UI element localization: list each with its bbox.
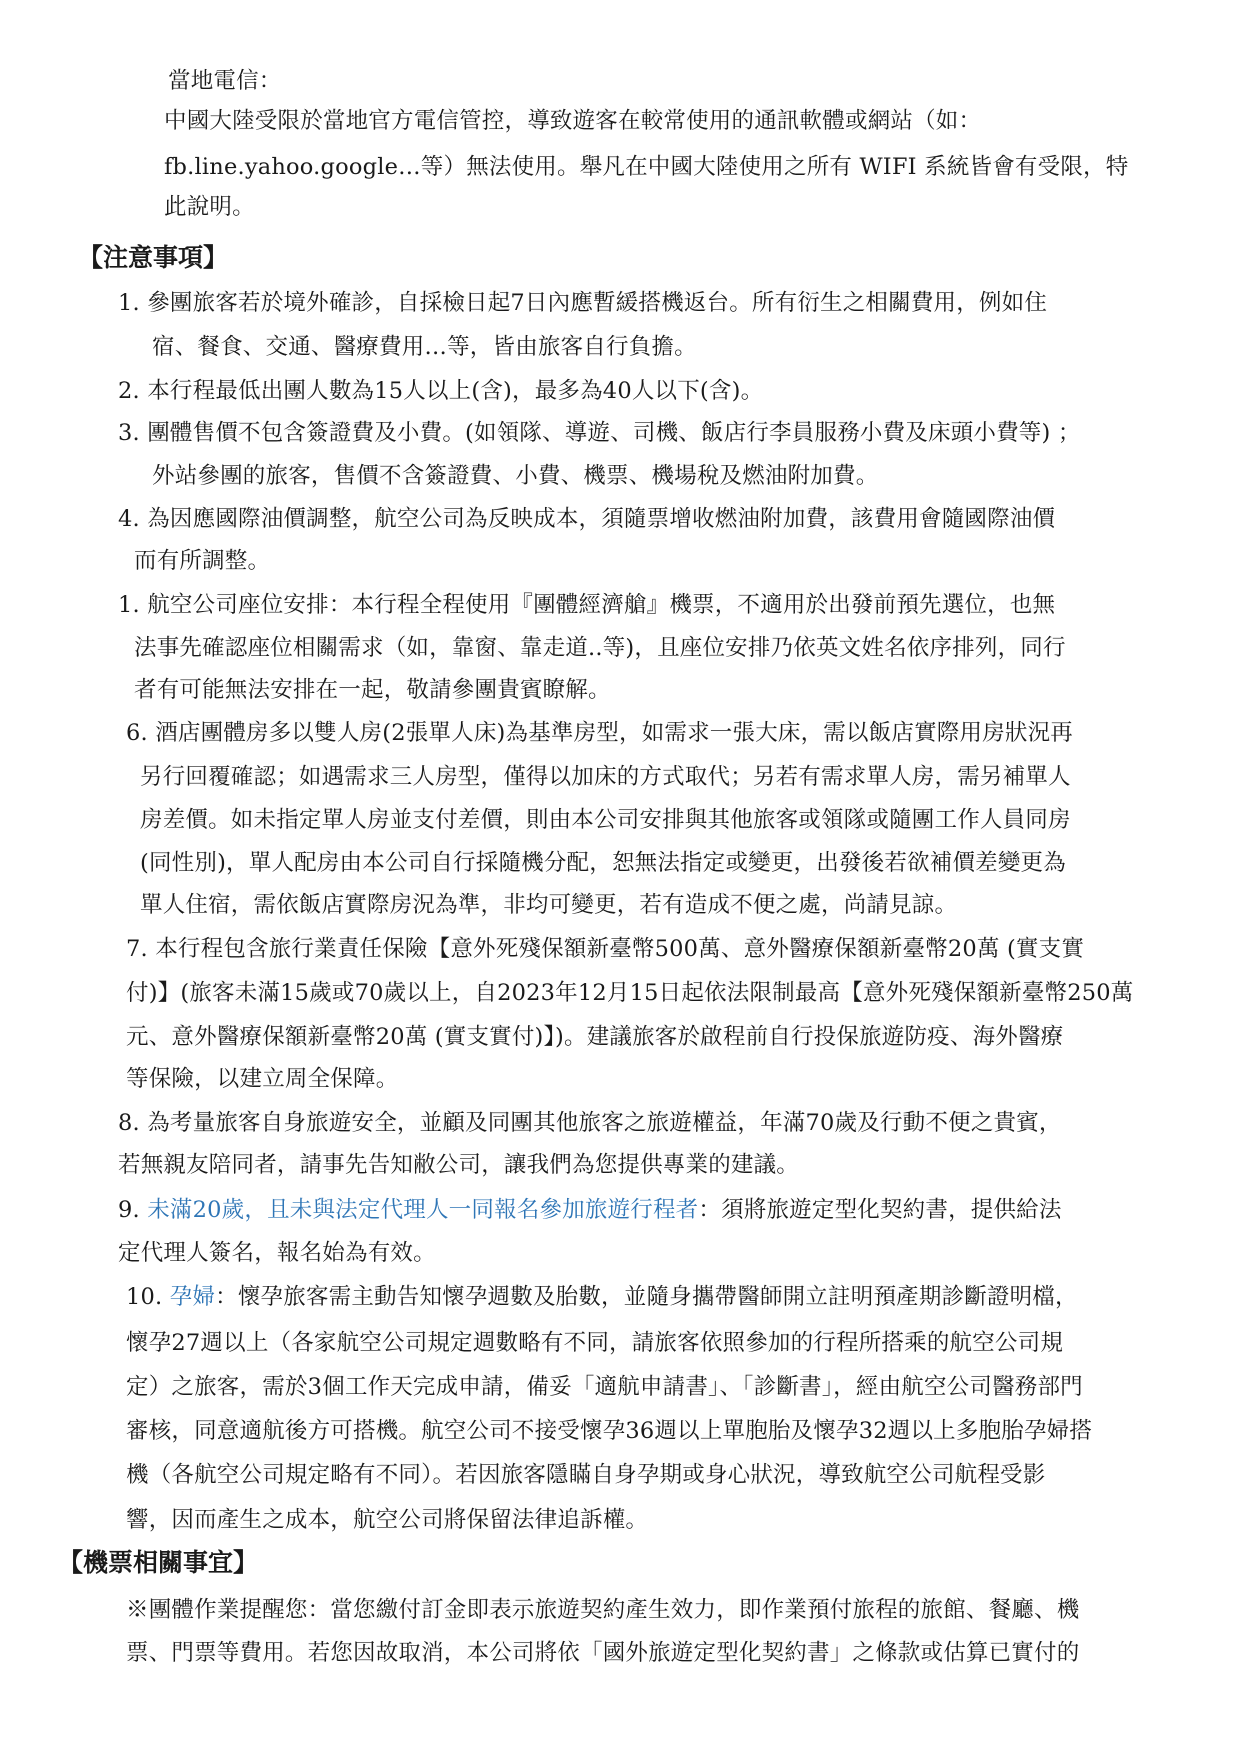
note-item-6-line: 6. 酒店團體房多以雙人房(2張單人床)為基準房型，如需求一張大床，需以飯店實際用房狀況再 [126, 720, 1073, 746]
note-item-6-line: 另行回覆確認；如遇需求三人房型，僅得以加床的方式取代；另若有需求單人房，需另補單人 [140, 764, 1071, 790]
note-item-5-line: 法事先確認座位相關需求（如，靠窗、靠走道..等)，且座位安排乃依英文姓名依序排列，同行 [134, 635, 1066, 661]
note-item-10-line: 響，因而產生之成本，航空公司將保留法律追訴權。 [126, 1507, 649, 1533]
note-item-7-line: 等保險，以建立周全保障。 [126, 1066, 399, 1092]
note-item-10-line: 審核，同意適航後方可搭機。航空公司不接受懷孕36週以上單胞胎及懷孕32週以上多胞胎孕婦搭 [126, 1418, 1093, 1444]
ticket-line: ※團體作業提醒您：當您繳付訂金即表示旅遊契約產生效力，即作業預付旅程的旅館、餐廳、機 [126, 1597, 1080, 1623]
note-item-8-line: 若無親友陪同者，請事先告知敝公司，讓我們為您提供專業的建議。 [118, 1152, 800, 1178]
telecom-title: 當地電信： [168, 68, 282, 94]
note-item-10-text: ：懷孕旅客需主動告知懷孕週數及胎數，並隨身攜帶醫師開立註明預產期診斷證明檔， [215, 1284, 1078, 1310]
note-item-5-line: 1. 航空公司座位安排：本行程全程使用『團體經濟艙』機票，不適用於出發前預先選位，也無 [118, 592, 1056, 618]
note-item-6-line: 房差價。如未指定單人房並支付差價，則由本公司安排與其他旅客或領隊或隨團工作人員同房 [140, 807, 1071, 833]
pregnant-highlight: 孕婦 [169, 1284, 216, 1310]
note-item-2-line: 2. 本行程最低出團人數為15人以上(含)，最多為40人以下(含)。 [118, 378, 764, 404]
telecom-line: 此說明。 [164, 194, 255, 220]
note-item-4-line: 4. 為因應國際油價調整，航空公司為反映成本，須隨票增收燃油附加費，該費用會隨國際油價 [118, 506, 1056, 532]
note-item-3-line: 3. 團體售價不包含簽證費及小費。(如領隊、導遊、司機、飯店行李員服務小費及床頭小費等) ； [118, 420, 1081, 446]
minor-warning-highlight: 未滿20歲，且未與法定代理人一同報名參加旅遊行程者 [147, 1197, 699, 1223]
telecom-line: fb.line.yahoo.google…等）無法使用。舉凡在中國大陸使用之所有 WIFI 系統皆會有受限，特 [164, 154, 1129, 180]
note-item-10-line: 機（各航空公司規定略有不同）。若因旅客隱瞞自身孕期或身心狀況，導致航空公司航程受影 [126, 1462, 1046, 1488]
note-item-8-line: 8. 為考量旅客自身旅遊安全，並顧及同團其他旅客之旅遊權益，年滿70歲及行動不便之貴賓， [118, 1110, 1062, 1136]
note-item-7-line: 元、意外醫療保額新臺幣20萬 (實支實付)】)。建議旅客於啟程前自行投保旅遊防疫、海外醫療 [126, 1024, 1064, 1050]
note-item-6-line: 單人住宿，需依飯店實際房況為準，非均可變更，若有造成不便之處，尚請見諒。 [140, 892, 958, 918]
note-item-9-line: 定代理人簽名，報名始為有效。 [118, 1240, 436, 1266]
note-item-9-text: ：須將旅遊定型化契約書，提供給法 [698, 1197, 1062, 1223]
note-item-1-line: 1. 參團旅客若於境外確診，自採檢日起7日內應暫緩搭機返台。所有衍生之相關費用，例如住 [118, 290, 1048, 316]
note-item-10-number: 10. [126, 1284, 170, 1310]
note-item-4-line: 而有所調整。 [134, 548, 271, 574]
telecom-line: 中國大陸受限於當地官方電信管控，導致遊客在較常使用的通訊軟體或網站（如： [164, 108, 982, 134]
note-item-7-line: 付)】(旅客未滿15歲或70歲以上，自2023年12月15日起依法限制最高【意外死殘保額新臺幣250萬 [126, 980, 1134, 1006]
note-item-3-line: 外站參團的旅客，售價不含簽證費、小費、機票、機場稅及燃油附加費。 [152, 463, 879, 489]
note-item-6-line: (同性別)，單人配房由本公司自行採隨機分配，恕無法指定或變更，出發後若欲補價差變更為 [140, 850, 1066, 876]
note-item-10-line: 懷孕27週以上（各家航空公司規定週數略有不同，請旅客依照參加的行程所搭乘的航空公司規 [126, 1330, 1064, 1356]
note-item-5-line: 者有可能無法安排在一起，敬請參團貴賓瞭解。 [134, 677, 611, 703]
note-item-10-line [126, 1282, 1078, 1312]
note-item-7-line: 7. 本行程包含旅行業責任保險【意外死殘保額新臺幣500萬、意外醫療保額新臺幣20萬 (實支實 [126, 936, 1085, 962]
note-item-9-line [118, 1195, 1062, 1225]
notes-heading: 【注意事項】 [78, 243, 229, 272]
note-item-1-line: 宿、餐食、交通、醫療費用…等，皆由旅客自行負擔。 [152, 334, 697, 360]
ticket-heading: 【機票相關事宜】 [58, 1548, 259, 1577]
ticket-line: 票、門票等費用。若您因故取消，本公司將依「國外旅遊定型化契約書」之條款或估算已實付的 [126, 1640, 1080, 1666]
note-item-10-line: 定）之旅客，需於3個工作天完成申請，備妥「適航申請書」、「診斷書」，經由航空公司醫務部門 [126, 1374, 1083, 1400]
note-item-9-number: 9. [118, 1197, 148, 1223]
